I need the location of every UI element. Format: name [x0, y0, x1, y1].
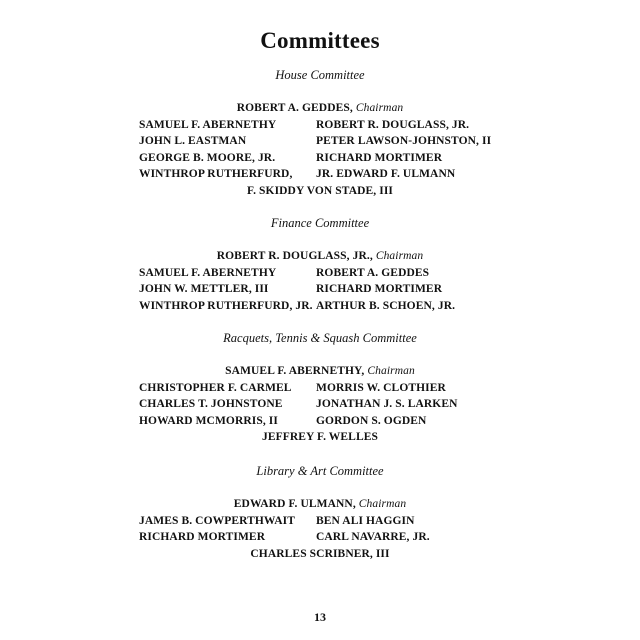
page-number: 13	[314, 610, 326, 624]
member-name: WINTHROP RUTHERFURD,	[139, 168, 293, 180]
member-name: JR. EDWARD F. ULMANN	[316, 168, 456, 180]
committee-heading: Racquets, Tennis & Squash Committee	[223, 331, 417, 345]
member-name: BEN ALI HAGGIN	[316, 514, 415, 527]
member-row	[0, 166, 640, 183]
member-row	[0, 298, 640, 315]
member-name-centered: CHARLES SCRIBNER, III	[250, 547, 390, 560]
member-row	[0, 133, 640, 150]
member-name: PETER LAWSON-JOHNSTON, II	[316, 135, 492, 147]
chairman-role: Chairman	[358, 498, 407, 510]
member-row	[0, 396, 640, 413]
member-row	[0, 281, 640, 298]
member-row	[0, 529, 640, 546]
member-name-centered: F. SKIDDY VON STADE, III	[247, 184, 393, 197]
member-row	[0, 380, 640, 397]
finance-committee-section	[0, 215, 640, 314]
library-committee-section	[0, 463, 640, 562]
member-name: RICHARD MORTIMER	[316, 151, 443, 164]
member-name: CARL NAVARRE, JR.	[316, 531, 430, 543]
member-name: MORRIS W. CLOTHIER	[316, 381, 446, 394]
member-name: GEORGE B. MOORE, JR.	[139, 151, 276, 164]
member-name: ARTHUR B. SCHOEN, JR.	[316, 299, 456, 312]
page-title: Committees	[260, 28, 380, 53]
committee-chairman	[0, 248, 640, 265]
member-row	[0, 413, 640, 430]
chairman-name: SAMUEL F. ABERNETHY,	[225, 365, 365, 377]
member-name-centered: JEFFREY F. WELLES	[262, 431, 378, 443]
committee-chairman	[0, 363, 640, 380]
member-name: SAMUEL F. ABERNETHY	[139, 266, 277, 279]
member-name: JOHN W. METTLER, III	[139, 283, 269, 295]
chairman-name: ROBERT A. GEDDES,	[236, 102, 353, 114]
chairman-role: Chairman	[375, 250, 424, 262]
member-row	[0, 150, 640, 167]
chairman-name: EDWARD F. ULMANN,	[233, 498, 356, 510]
house-committee-section	[0, 67, 640, 199]
committee-chairman	[0, 100, 640, 117]
chairman-role: Chairman	[367, 365, 415, 377]
member-row	[0, 513, 640, 530]
committee-chairman	[0, 496, 640, 513]
committee-heading: House Committee	[275, 68, 365, 82]
member-row	[0, 265, 640, 282]
member-name: JONATHAN J. S. LARKEN	[316, 398, 458, 410]
member-name: GORDON S. OGDEN	[316, 414, 427, 427]
racquets-committee-section	[0, 330, 640, 446]
chairman-name: ROBERT R. DOUGLASS, JR.,	[216, 250, 373, 262]
member-name: JAMES B. COWPERTHWAIT	[139, 514, 296, 527]
committee-heading: Finance Committee	[270, 216, 370, 230]
member-name: RICHARD MORTIMER	[139, 531, 266, 543]
member-name: CHRISTOPHER F. CARMEL	[139, 381, 292, 394]
member-name: ROBERT R. DOUGLASS, JR.	[316, 118, 470, 131]
chairman-role: Chairman	[355, 102, 404, 114]
member-name: JOHN L. EASTMAN	[139, 135, 247, 147]
member-name: SAMUEL F. ABERNETHY	[139, 118, 277, 131]
committee-heading: Library & Art Committee	[256, 464, 384, 478]
member-name: CHARLES T. JOHNSTONE	[139, 398, 283, 410]
member-row	[0, 117, 640, 134]
member-name: RICHARD MORTIMER	[316, 283, 443, 295]
member-name: HOWARD MCMORRIS, II	[139, 414, 278, 427]
member-name: ROBERT A. GEDDES	[316, 266, 430, 279]
member-name: WINTHROP RUTHERFURD, JR.	[139, 299, 313, 312]
